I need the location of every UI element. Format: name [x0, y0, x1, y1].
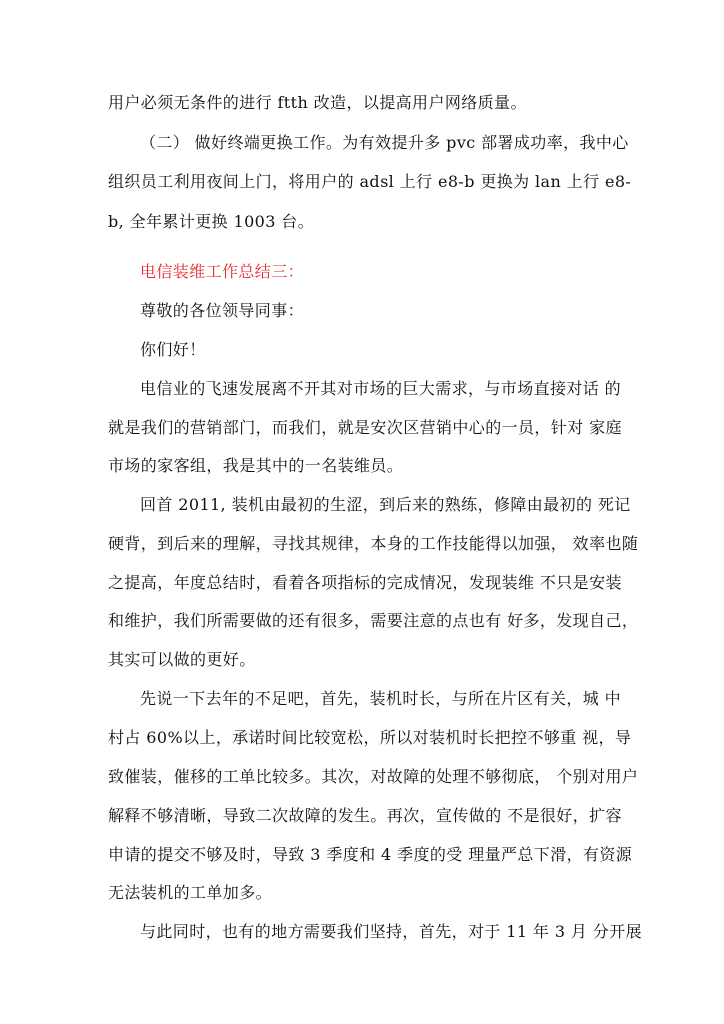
paragraph-line-16: 先说一下去年的不足吧，首先，装机时长，与所在片区有关，城 中 — [140, 689, 622, 708]
paragraph-line-12: 硬背，到后来的理解，寻找其规律，本身的工作技能得以加强， 效率也随 — [108, 534, 639, 553]
paragraph-line-8: 电信业的飞速发展离不开其对市场的巨大需求，与市场直接对话 的 — [140, 379, 622, 398]
paragraph-line-3: 组织员工利用夜间上门，将用户的 adsl 上行 e8-b 更换为 lan 上行 e8- — [108, 172, 632, 191]
section-heading: 电信装维工作总结三： — [140, 262, 305, 281]
paragraph-line-19: 解释不够清晰，导致二次故障的发生。再次，宣传做的 不是很好，扩容 — [108, 806, 622, 825]
paragraph-line-2: （二） 做好终端更换工作。为有效提升多 pvc 部署成功率，我中心 — [140, 133, 629, 152]
paragraph-line-11: 回首 2011, 装机由最初的生涩，到后来的熟练，修障由最初的 死记 — [140, 495, 631, 514]
salutation: 尊敬的各位领导同事： — [140, 301, 305, 320]
paragraph-line-21: 无法装机的工单加多。 — [108, 883, 273, 902]
paragraph-line-14: 和维护，我们所需要做的还有很多，需要注意的点也有 好多，发现自己， — [108, 611, 639, 630]
paragraph-line-18: 致催装，催移的工单比较多。其次，对故障的处理不够彻底， 个别对用户 — [108, 767, 639, 786]
paragraph-line-20: 申请的提交不够及时，导致 3 季度和 4 季度的受 理量严总下滑，有资源 — [108, 845, 633, 864]
paragraph-line-17: 村占 60%以上，承诺时间比较宽松，所以对装机时长把控不够重 视，导 — [108, 728, 632, 747]
paragraph-line-10: 市场的家客组，我是其中的一名装维员。 — [108, 456, 404, 475]
paragraph-line-4: b, 全年累计更换 1003 台。 — [108, 212, 315, 231]
paragraph-line-1: 用户必须无条件的进行 ftth 改造，以提高用户网络质量。 — [108, 93, 527, 112]
paragraph-line-13: 之提高，年度总结时，看着各项指标的完成情况，发现装维 不只是安装 — [108, 573, 622, 592]
paragraph-line-22: 与此同时，也有的地方需要我们坚持，首先，对于 11 年 3 月 分开展 — [140, 922, 642, 941]
greeting: 你们好！ — [140, 340, 206, 359]
paragraph-line-15: 其实可以做的更好。 — [108, 650, 256, 669]
paragraph-line-9: 就是我们的营销部门，而我们，就是安次区营销中心的一员，针对 家庭 — [108, 418, 622, 437]
